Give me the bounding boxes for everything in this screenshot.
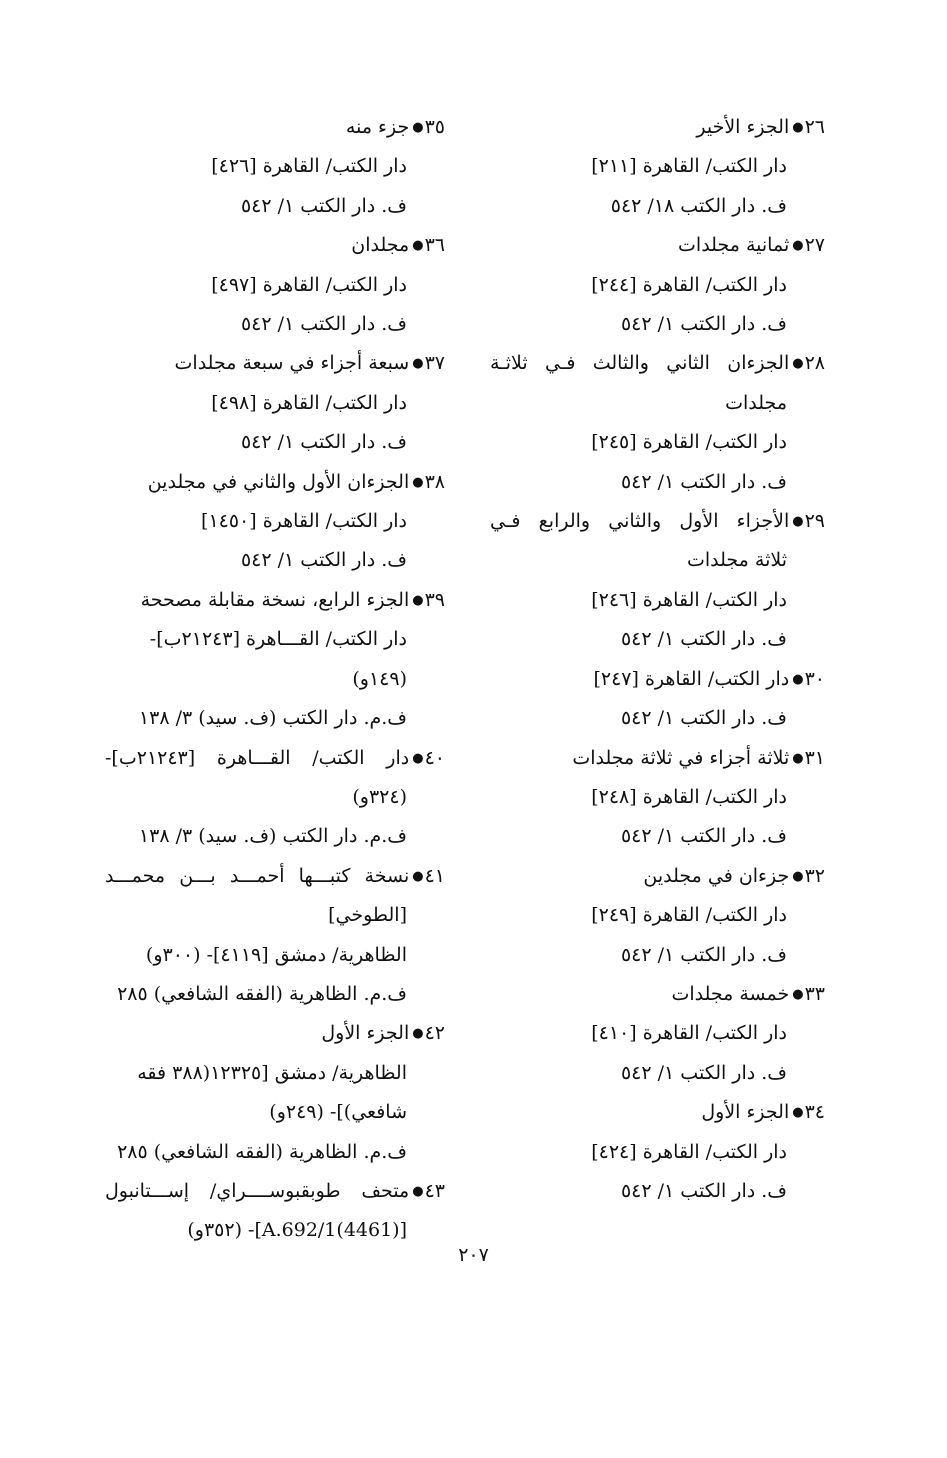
entry-line: ف. دار الكتب ١/ ٥٤٢	[620, 628, 787, 651]
bullet-icon: ●	[412, 750, 424, 766]
entry-line: الظاهرية/ دمشق [١٢٣٢٥(٣٨٨ فقه	[137, 1061, 407, 1084]
bullet-icon: ●	[792, 356, 804, 372]
entry-title: ثلاثة أجزاء في ثلاثة مجلدات	[572, 746, 790, 769]
bullet-icon: ●	[412, 868, 424, 884]
bullet-icon: ●	[792, 120, 804, 135]
entry-number: ٣١	[804, 746, 825, 769]
entry-title: دار الكتب/ القـــاهرة [٢١٢٤٣ب]-	[105, 746, 410, 769]
entry-title-continuation: (٣٢٤و)	[352, 785, 407, 808]
bullet-icon: ●	[412, 1183, 424, 1199]
entry-line: ف. دار الكتب ١/ ٥٤٢	[620, 825, 787, 848]
entry-line: دار الكتب/ القاهرة [٢٤٨]	[591, 785, 787, 808]
entry-heading	[490, 975, 825, 1014]
entry-line: دار الكتب/ القاهرة [٤٢٤]	[591, 1140, 787, 1163]
entry-title: ثمانية مجلدات	[678, 234, 790, 257]
entry-line: ف. دار الكتب ١/ ٥٤٢	[240, 549, 407, 572]
entry-line: شافعي)]- (٢٤٩و)	[269, 1101, 407, 1124]
entry-heading	[490, 1093, 825, 1132]
entry-line: دار الكتب/ القاهرة [٤١٠]	[591, 1022, 787, 1045]
entry-number: ٤٠	[424, 746, 445, 769]
entry-line: ف. دار الكتب ١/ ٥٤٢	[620, 943, 787, 966]
entry-heading	[105, 108, 445, 147]
entry-heading	[490, 502, 825, 541]
entry-title: دار الكتب/ القاهرة [٢٤٧]	[593, 667, 790, 690]
entry-heading	[105, 463, 445, 502]
entry-title: الجزء الرابع، نسخة مقابلة مصححة	[140, 588, 410, 611]
entry-number: ٢٧	[804, 234, 825, 257]
entry-line: ف. دار الكتب ١/ ٥٤٢	[620, 707, 787, 730]
entry-number: ٣٧	[424, 352, 445, 375]
bullet-icon: ●	[412, 592, 424, 608]
entry-line: دار الكتب/ القاهرة [٢٤٤]	[591, 273, 787, 296]
entry-line: دار الكتب/ القاهرة [٢١١]	[591, 155, 787, 178]
entry-title-continuation: [الطوخي]	[328, 904, 407, 927]
entry-heading	[105, 1172, 445, 1211]
entry-number: ٤٣	[424, 1179, 445, 1202]
entry-title: الجزء الأخير	[696, 116, 790, 138]
entry-title: خمسة مجلدات	[671, 982, 790, 1005]
entry-title-continuation: مجلدات	[725, 391, 787, 414]
bullet-icon: ●	[412, 120, 424, 135]
entry-line: دار الكتب/ القـــاهرة [٢١٢٤٣ب]-	[149, 628, 407, 651]
entry-title: الجزء الأول	[701, 1101, 790, 1124]
entry-title: جزء منه	[345, 116, 410, 138]
entry-heading	[105, 344, 445, 383]
entry-line: دار الكتب/ القاهرة [٤٩٨]	[211, 391, 407, 414]
bullet-icon: ●	[792, 671, 804, 687]
entry-title: الجزء الأول	[321, 1022, 410, 1045]
entry-line: الظاهرية/ دمشق [٤١١٩]- (٣٠٠و)	[145, 943, 407, 966]
entry-line: ف. دار الكتب ١/ ٥٤٢	[240, 431, 407, 454]
entry-line: ف. دار الكتب ١/ ٥٤٢	[620, 1061, 787, 1084]
entry-line: ف.م. الظاهرية (الفقه الشافعي) ٢٨٥	[117, 982, 407, 1005]
entry-line: ف.م. دار الكتب (ف. سيد) ٣/ ١٣٨	[138, 707, 407, 730]
entry-heading	[105, 581, 445, 620]
entry-number: ٣٣	[804, 982, 825, 1005]
entry-number: ٢٨	[804, 352, 825, 375]
bullet-icon: ●	[792, 238, 804, 254]
entry-title: سبعة أجزاء في سبعة مجلدات	[174, 352, 410, 375]
entry-line: ف. دار الكتب ١/ ٥٤٢	[620, 313, 787, 336]
entry-line: ف. دار الكتب ١/ ٥٤٢	[240, 194, 407, 217]
entry-number: ٤٢	[424, 1022, 445, 1045]
entry-title: مجلدان	[351, 234, 410, 257]
entry-line: ف. دار الكتب ١/ ٥٤٢	[240, 313, 407, 336]
entry-title-continuation: ثلاثة مجلدات	[686, 549, 787, 572]
bullet-icon: ●	[792, 514, 804, 530]
entry-title: الأجزاء الأول والثاني والرابع فـي	[490, 510, 790, 533]
entry-heading	[105, 1014, 445, 1053]
entry-line: دار الكتب/ القاهرة [٢٤٦]	[591, 588, 787, 611]
entry-line: ف.م. دار الكتب (ف. سيد) ٣/ ١٣٨	[138, 825, 407, 848]
left-column	[105, 108, 445, 1251]
entry-line: دار الكتب/ القاهرة [٢٤٩]	[591, 904, 787, 927]
entry-heading	[490, 226, 825, 265]
entry-number: ٣٩	[424, 588, 445, 611]
entry-title: الجزءان الثاني والثالث فـي ثلاثـة	[490, 352, 790, 375]
bullet-icon: ●	[792, 750, 804, 766]
page-number: ٢٠٧	[458, 1244, 489, 1266]
bullet-icon: ●	[412, 356, 424, 372]
entry-number: ٣٠	[804, 667, 825, 690]
entry-number: ٣٤	[804, 1101, 825, 1124]
bullet-icon: ●	[412, 1026, 424, 1042]
entry-line: دار الكتب/ القاهرة [٤٢٦]	[211, 155, 407, 178]
bullet-icon: ●	[792, 986, 804, 1002]
entry-number: ٣٨	[424, 470, 445, 493]
entry-heading	[490, 660, 825, 699]
bullet-icon: ●	[792, 1105, 804, 1121]
entry-line: دار الكتب/ القاهرة [٤٩٧]	[211, 273, 407, 296]
entry-heading	[490, 857, 825, 896]
entry-number: ٤١	[424, 864, 445, 887]
entry-heading	[490, 344, 825, 383]
entry-line: ف. دار الكتب ١/ ٥٤٢	[620, 1179, 787, 1202]
bullet-icon: ●	[412, 238, 424, 254]
entry-title: جزءان في مجلدين	[643, 864, 790, 887]
entry-heading	[490, 108, 825, 147]
entry-title: الجزءان الأول والثاني في مجلدين	[147, 470, 410, 493]
entry-title: نسخة كتبـــها أحمـــد بـــن محمـــد	[105, 864, 410, 887]
entry-line: ف. دار الكتب ١/ ٥٤٢	[620, 470, 787, 493]
bullet-icon: ●	[792, 868, 804, 884]
entry-heading	[105, 739, 445, 778]
entry-title-continuation: [(4461)A.692/1]- (٣٥٢و)	[187, 1219, 407, 1242]
entry-line: ف. دار الكتب ١٨/ ٥٤٢	[610, 194, 787, 217]
entry-number: ٣٢	[804, 864, 825, 887]
entry-heading	[490, 739, 825, 778]
entry-heading	[105, 857, 445, 896]
entry-number: ٣٦	[424, 234, 445, 257]
entry-number: ٢٦	[804, 116, 825, 138]
entry-line: (١٤٩و)	[352, 667, 407, 690]
entry-title: متحف طوبقبوســــراي/ إســـتانبول	[105, 1179, 410, 1202]
bullet-icon: ●	[412, 474, 424, 490]
entry-line: ف.م. الظاهرية (الفقه الشافعي) ٢٨٥	[117, 1140, 407, 1163]
entry-heading	[105, 226, 445, 265]
entry-number: ٣٥	[424, 116, 445, 138]
entry-line: دار الكتب/ القاهرة [٢٤٥]	[591, 431, 787, 454]
entry-line: دار الكتب/ القاهرة [١٤٥٠]	[201, 510, 407, 533]
right-column	[490, 108, 825, 1211]
entry-number: ٢٩	[804, 510, 825, 533]
